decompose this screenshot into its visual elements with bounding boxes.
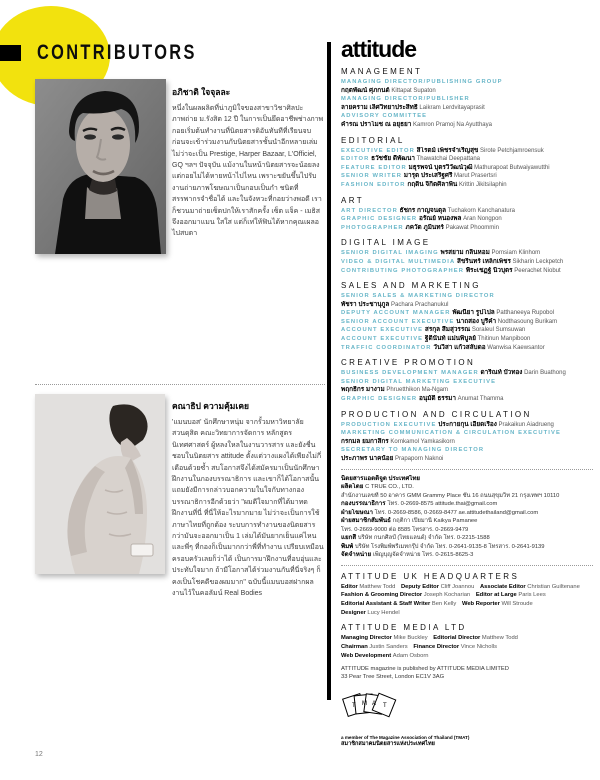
contact-line: [341, 475, 593, 484]
masthead-section: [341, 281, 593, 352]
contact-line: [341, 492, 593, 501]
masthead-entry-name: [341, 121, 593, 130]
person-name-thai: วันวิสา แก้วสลับดอ: [431, 343, 486, 351]
role-label: SENIOR ACCOUNT EXECUTIVE: [341, 318, 455, 325]
magazine-logo: attitude: [341, 36, 417, 62]
person-name-en: Thawatchai Deepattana: [414, 156, 481, 163]
masthead-entry: [341, 181, 593, 190]
person-name-thai: สรกุล สีมสุวรรณ: [423, 326, 471, 334]
person-name-en: Soraleul Sumsuwan: [470, 327, 526, 334]
uk-staff-role: Web Reporter: [461, 601, 502, 607]
person-name-thai: สิโรตม์ เพ็ชรจำเริญสุข: [414, 146, 479, 154]
publisher-note-line: 33 Pear Tree Street, London EC1V 3AG: [341, 674, 445, 681]
uk-staff-role: Editor at Large: [475, 592, 519, 599]
uk-staff-role: Deputy Editor: [400, 583, 441, 590]
masthead-entry: [341, 215, 593, 224]
tmat-caption-th: สมาชิกสมาคมนิตยสารแห่งประเทศไทย: [341, 740, 435, 747]
masthead-entry: [341, 95, 593, 104]
role-label: ART DIRECTOR: [341, 207, 398, 214]
person-name-en: Tuchakorn Kanchanatura: [446, 207, 515, 214]
masthead-section: [341, 136, 593, 190]
tmat-diamonds-icon: [341, 690, 401, 728]
section-title: EDITORIAL: [341, 135, 405, 145]
person-names: [341, 456, 443, 462]
masthead-entry: [341, 429, 593, 438]
section-title: PRODUCTION AND CIRCULATION: [341, 409, 532, 419]
contributor-name: อภิชาติ ใจจุลละ: [172, 87, 231, 97]
person-names: [451, 310, 555, 316]
media-staff-name: Mike Buckley: [393, 635, 430, 642]
masthead-entry: [341, 309, 593, 318]
role-label: FASHION EDITOR: [341, 181, 406, 188]
person-names: [417, 396, 503, 402]
tmat-caption-en: a member of The Magazine Association of Thailand (TMAT): [341, 734, 470, 740]
role-label: TRAFFIC COORDINATOR: [341, 344, 432, 351]
person-name-en: Nodthasoung Burikam: [496, 318, 558, 325]
person-name-en: Sirote Petchjamroensuk: [478, 147, 544, 154]
role-label: FEATURE EDITOR: [341, 164, 407, 171]
uk-staff-name: Cliff Joannou: [440, 583, 476, 590]
publisher-note-line: ATTITUDE magazine is published by ATTITUDE MEDIA LIMITED: [341, 665, 509, 672]
masthead-entry: [341, 318, 593, 327]
person-name-en: Prapaporn Naknoi: [393, 456, 444, 462]
svg-text:A: A: [372, 700, 377, 707]
person-names: [341, 105, 485, 111]
person-name-en: Prakaikun Aiadrueng: [496, 421, 554, 428]
uk-staff-name: Joseph Kocharian: [423, 592, 472, 599]
masthead-entry: [341, 267, 593, 276]
person-name-en: Mathurapoat Butwaiyawutthi: [472, 164, 550, 171]
person-name-thai: ฐิตินันท์ แม่นพิบูลย์: [423, 335, 476, 343]
role-label: SECRETARY TO MANAGING DIRECTOR: [341, 447, 485, 454]
role-label: MANAGING DIRECTOR/PUBLISHING GROUP: [341, 79, 503, 85]
black-bar-decoration: [0, 45, 21, 61]
contact-line: [341, 551, 593, 560]
person-name-en: Pornsiam Klinhom: [489, 250, 541, 257]
person-name-en: Thitinun Manpiboon: [475, 336, 531, 343]
person-name-en: Phruetthikon Ma-Ngam: [384, 387, 449, 394]
person-name-thai: พีระเชฏฐ์ นิวบุตร: [464, 266, 513, 274]
masthead-entry: [341, 292, 593, 301]
masthead-entry: [341, 344, 593, 353]
role-label: SENIOR DIGITAL IMAGING: [341, 250, 439, 257]
contact-line: [341, 517, 593, 526]
person-name-en: Marut Prasertsri: [452, 173, 497, 180]
person-names: [402, 173, 497, 179]
media-staff-role: Finance Director: [413, 644, 461, 651]
shirtless-man-illustration: [35, 394, 165, 574]
masthead-entry: [341, 395, 593, 404]
person-name-thai: ดาริณท์ บัวทอง: [478, 369, 523, 377]
contact-label: ฝ่ายโฆษณา: [341, 508, 375, 516]
person-name-en: Kamron Pramoj Na Ayutthaya: [411, 121, 492, 128]
person-name-thai: พฤกธิกร มางาม: [341, 386, 385, 394]
masthead-section: [341, 238, 593, 275]
uk-staff-name: Paris Lees: [518, 592, 546, 599]
role-label: ACCOUNT EXECUTIVE: [341, 327, 424, 334]
contributor-photo-2: [35, 394, 165, 574]
masthead-section: [341, 410, 593, 464]
contact-value: สำนักงานเลขที่ 50 อาคาร GMM Grammy Place ชั้น 16 ถนนสุขุมวิท 21 กรุงเทพฯ 10110: [341, 492, 560, 499]
masthead-entry: [341, 326, 593, 335]
person-name-thai: พัชรา ประชานุกูล: [341, 300, 390, 308]
contact-value: โทร. 0-2669-8575 attitude.thai@gmail.com: [387, 501, 498, 508]
section-title: MANAGEMENT: [341, 67, 423, 76]
masthead-entry: [341, 207, 593, 216]
person-names: [423, 327, 525, 333]
masthead-entry: [341, 378, 593, 387]
person-names: [398, 208, 515, 214]
media-staff-line: [341, 634, 593, 643]
person-names: [369, 156, 480, 162]
contact-value: โทร. 0-2669-8586, 0-2669-8477 ae.attitudethailand@gmail.com: [374, 509, 539, 516]
masthead-divider: [341, 469, 593, 470]
media-staff-name: Matthew Todd: [481, 635, 518, 642]
contact-value: บริษัท กนกศิลป์ (ไทยแลนด์) จำกัด โทร. 0-2215-1588: [357, 535, 490, 542]
contact-value: C TRUE CO., LTD.: [365, 484, 414, 491]
contact-block: [341, 475, 593, 560]
person-name-en: Laikram Lerdvitayaprasit: [417, 104, 485, 111]
role-label: PRODUCTION EXECUTIVE: [341, 421, 437, 428]
contact-value: เพ็ญบุญจัดจำหน่าย โทร. 0-2615-8625-3: [372, 552, 474, 559]
role-label: EXECUTIVE EDITOR: [341, 147, 415, 154]
person-name-thai: นาถสอง บูรีคำ: [454, 317, 497, 325]
contact-line: [341, 500, 593, 509]
masthead-entry-name: [341, 104, 593, 113]
uk-staff-line: [341, 600, 593, 609]
masthead-entry: [341, 155, 593, 164]
media-staff-name: Vince Nicholls: [460, 644, 497, 651]
masthead-section: [341, 196, 593, 233]
person-names: [341, 439, 455, 445]
person-names: [341, 302, 448, 308]
role-label: GRAPHIC DESIGNER: [341, 216, 418, 223]
role-label: SENIOR WRITER: [341, 173, 402, 180]
media-staff-role: Editorial Director: [433, 635, 482, 642]
person-names: [439, 250, 540, 256]
page-title: CONTRIBUTORS: [37, 41, 197, 64]
media-ltd-title: ATTITUDE MEDIA LTD: [341, 623, 467, 633]
contact-line: [341, 483, 593, 492]
masthead-entry: [341, 112, 593, 121]
person-name-thai: ประกายกุน เอียดเรือง: [436, 420, 497, 428]
person-name-en: Sikharin Leckpetch: [510, 258, 564, 265]
person-name-en: Pakawat Phoommin: [443, 224, 499, 231]
person-names: [415, 148, 544, 154]
media-staff-name: Adam Osborn: [392, 652, 429, 659]
person-name-en: Patthaneeya Rupobol: [494, 310, 555, 317]
contact-label: แยกสี: [341, 534, 358, 542]
media-staff-name: Justin Sanders: [369, 644, 410, 651]
contributor-bio-1: [172, 85, 325, 240]
masthead-entry: [341, 147, 593, 156]
person-names: [341, 387, 448, 393]
person-name-thai: ภควัต ภูมินทร์: [403, 223, 444, 231]
media-staff-line: [341, 643, 593, 652]
role-label: ACCOUNT EXECUTIVE: [341, 336, 424, 343]
svg-text:T: T: [383, 702, 387, 709]
contributor-bio-text: 'แมนบอส' นักศึกษาหนุ่ม จากรั้วมหาวิทยาลัยสวนดุสิต คณะวิทยาการจัดการ หลักสูตรนิเทศศาสตร์ ผู้หลงใหลในงานวารสาร และยังชื่นชอบในนิตยสาร attitude ตั้งแต่วางแผงได้เพียงไม่กี่เดือนด้วยซ้ำ สบโอกาสจึงได้สมัครมาเป็นนักศึกษาฝึกงานในกองบรรณาธิการ และเขาก็ได้โอกาสนั้น แถมยังมีการกล่าวบอกความในใจกับทางกองบรรณาธิการอีกด้วยว่า "ผมดีใจมากที่ได้มาทดฝึกงานที่นี่ ที่นี่ให้อะไรมากมาย ไม่ว่าจะเป็นการใช้ภาษาไทยที่ถูกต้อง ระบบการทำงานของนิตยสารกว่ามันจะออกมาเป็น 1 เล่มได้มันยากเย็นแค่ไหน และพี่ๆ ที่กองก็เป็นมากกว่าพี่ที่ทำงาน เปรียบเหมือนครอบครัวเลยก็ว่าได้ เป็นการมาฝึกงานที่อบอุ่นและประทับใจมาก ถ้ามีโอกาสได้ร่วมงานกันที่นี่จริงๆ ก็คงเป็นโชคดีของผมมาก" ฉบับนี้แมนบอสฝากผลงานไว้ในคอลัมน์ Real Bodies: [172, 419, 324, 598]
contact-line: [341, 526, 593, 535]
role-label: MARKETING COMMUNICATION & CIRCULATION EXECUTIVE: [341, 430, 561, 437]
contact-value: กฤติกา เปียมานี Kaikya Pamanee: [392, 518, 478, 525]
person-name-en: Darin Buathong: [522, 370, 566, 377]
person-name-thai: กฤติน จิกิตศิลาพิน: [405, 180, 458, 188]
svg-text:T: T: [352, 702, 356, 709]
masthead-sections: [341, 67, 593, 464]
uk-hq-block: [341, 583, 593, 618]
masthead-entry-name: [341, 455, 593, 464]
media-staff-role: Chairman: [341, 644, 370, 651]
person-name-en: Aran Nongpon: [461, 216, 502, 223]
masthead-column: [341, 38, 593, 748]
masthead-entry-name: [341, 87, 593, 96]
uk-staff-line: [341, 591, 593, 600]
person-names: [455, 259, 563, 265]
uk-staff-line: [341, 583, 593, 592]
person-names: [436, 422, 553, 428]
person-names: [341, 88, 436, 94]
person-name-en: Peerachet Niobut: [512, 267, 561, 274]
contributor-bio-2: [172, 399, 325, 600]
person-names: [341, 122, 492, 128]
person-name-thai: กรกมล ยมกาสิกร: [341, 437, 389, 445]
person-name-thai: ลายคราม เลิศวิทยาประสิทธิ์: [341, 103, 418, 111]
uk-hq-title: ATTITUDE UK HEADQUARTERS: [341, 571, 520, 581]
contact-label: กองบรรณาธิการ: [341, 500, 388, 508]
person-name-thai: ประภาพร นาคน้อย: [341, 455, 394, 462]
contact-value: โทร. 0-2669-9000 ต่อ 8585 โทรสาร. 0-2669-9479: [341, 526, 469, 533]
person-name-en: Anumat Thamma: [455, 396, 504, 403]
uk-staff-line: [341, 609, 593, 618]
masthead-entry: [341, 446, 593, 455]
person-name-thai: กฤตพัฒน์ ศุภกนต์: [341, 86, 390, 94]
contact-value: บริษัท โรงพิมพ์พรีเมทกรุ๊ป จำกัด โทร. 0-2641-9135-8 โทรสาร. 0-2641-9139: [354, 543, 545, 550]
person-name-thai: ธวัชชัย ดีพัฒนา: [369, 155, 415, 163]
masthead-entry: [341, 172, 593, 181]
person-name-thai: พรสยาม กลิ่นหอม: [438, 249, 490, 257]
role-label: VIDEO & DIGITAL MULTIMEDIA: [341, 258, 456, 265]
contact-label: ผลิตโดย: [341, 483, 366, 491]
person-name-en: Krittin Jikitsilaphin: [457, 181, 507, 188]
role-label: GRAPHIC DESIGNER: [341, 396, 418, 403]
page-number: 12: [35, 751, 43, 758]
role-label: SENIOR DIGITAL MARKETING EXECUTIVE: [341, 378, 497, 385]
uk-staff-role: Editorial Assistant & Staff Writer: [341, 601, 432, 607]
masthead-entry-name: [341, 438, 593, 447]
person-name-thai: มารุต ประเสริฐศรี: [402, 172, 453, 180]
section-title: CREATIVE PROMOTION: [341, 358, 476, 368]
person-name-en: Pachara Prachanukul: [389, 301, 449, 308]
person-names: [464, 268, 561, 274]
portrait-man-illustration: [35, 79, 166, 254]
masthead-entry-name: [341, 386, 593, 395]
person-names: [454, 319, 557, 325]
masthead-entry: [341, 164, 593, 173]
masthead-entry: [341, 335, 593, 344]
person-name-en: Wanwisa Kaewsantor: [485, 344, 545, 351]
masthead-entry: [341, 369, 593, 378]
section-title: SALES AND MARKETING: [341, 281, 481, 291]
person-name-thai: มธุรพจน์ บุตรวิวัฒน์วุฒิ: [406, 163, 473, 171]
media-staff-role: Managing Director: [341, 635, 394, 642]
contributor-name: คณาธิป ความคุ้มเคย: [172, 401, 249, 411]
contributor-photo-1: [35, 79, 166, 254]
uk-staff-name: Will Stroude: [501, 601, 533, 607]
person-names: [407, 165, 550, 171]
section-title: ART: [341, 195, 365, 205]
uk-staff-name: Ben Kelly: [431, 601, 458, 607]
role-label: BUSINESS DEVELOPMENT MANAGER: [341, 370, 479, 377]
contact-line: [341, 509, 593, 518]
uk-staff-name: Christian Guiltenane: [527, 583, 580, 590]
vertical-rule: [327, 42, 331, 700]
contact-label: นิตยสารแอตติจูด ประเทศไทย: [341, 474, 421, 482]
role-label: MANAGING DIRECTOR/PUBLISHER: [341, 96, 470, 103]
masthead-entry-name: [341, 301, 593, 310]
uk-staff-role: Fashion & Grooming Director: [341, 592, 424, 599]
contributor-bio-text: หนึ่งในผลผลิตที่น่าภูมิใจของสาขาวิชาศิลปะภาพถ่าย ม.รังสิต 12 ปี ในการเป็นยึดอาชีพช่างภาพ กอยเริ่มต้นทำงานที่นิตยสารดิอันทันทีที่เรียนจบ ก่อนจะเข้าร่วมงานกับนิตยสารชั้นนำอีกหลายเล่ม ไม่ว่าจะเป็น Prestige, Harper Bazaar, L'Officiel, GQ ฯลฯ ปัจจุบัน แม้งานในหน้านิตยสารจะน้อยลง แต่กอยไม่ได้หายหน้าไปไหน เพราะขยันขึ้นไปรับงานถ่ายภาพโฆษณาเป็นกอบเป็นกำ ชนิดที่สรรพากรจำชื่อได้ และในจังหวะที่กอยว่างพอดี เราก็ชวนมาถ่ายเซ็ตปกให้เราสักครั้ง เซ็ต แจ็ค - เมธิส จึงออกมาแมน ใสใส แต่ก็เท่ให้ฟินได้หากคุณเผลอไปสบตา: [172, 105, 324, 238]
role-label: PHOTOGRAPHER: [341, 224, 404, 231]
uk-staff-name: Lucy Hendel: [367, 609, 400, 616]
uk-staff-name: Matthew Todd: [359, 583, 397, 590]
uk-staff-role: Designer: [341, 609, 368, 616]
section-title: DIGITAL IMAGE: [341, 238, 431, 248]
person-names: [406, 182, 507, 188]
person-name-thai: พัฒนียา รูปโปล: [450, 309, 495, 317]
media-staff-line: [341, 652, 593, 661]
role-label: EDITOR: [341, 156, 370, 163]
contact-label: พิมพ์: [341, 542, 355, 550]
contact-line: [341, 534, 593, 543]
person-name-thai: คำรณ ปราโมช ณ อยุธยา: [341, 120, 412, 128]
contact-line: [341, 543, 593, 552]
media-ltd-block: [341, 634, 593, 660]
person-name-thai: ธัชกร กาญจนตุล: [397, 206, 447, 214]
masthead-entry: [341, 78, 593, 87]
publisher-note: [341, 665, 593, 682]
person-names: [404, 225, 499, 231]
media-staff-role: Web Development: [341, 652, 393, 659]
masthead-entry: [341, 421, 593, 430]
person-names: [432, 345, 545, 351]
person-names: [423, 336, 530, 342]
masthead-section: [341, 358, 593, 403]
person-name-thai: อรัณย์ หนองพล: [417, 215, 462, 223]
person-names: [417, 216, 502, 222]
contact-label: ฝ่ายสมาชิกสัมพันธ์: [341, 517, 393, 525]
person-name-thai: สิขรินทร์ เหล็กเพ็ชร: [455, 257, 511, 265]
role-label: ADVISORY COMMITTEE: [341, 113, 428, 120]
masthead-entry: [341, 249, 593, 258]
person-names: [479, 370, 566, 376]
contact-label: จัดจำหน่าย: [341, 551, 373, 559]
person-name-en: Kittapat Supaton: [389, 87, 436, 94]
masthead-section: [341, 67, 593, 130]
masthead-divider: [341, 565, 593, 566]
person-name-en: Kornkamol Yamkasikorn: [388, 438, 455, 445]
tmat-logo-block: [341, 690, 593, 748]
left-divider: [35, 384, 325, 385]
uk-staff-role: Editor: [341, 583, 360, 590]
uk-staff-role: Associate Editor: [479, 583, 528, 590]
masthead-entry: [341, 258, 593, 267]
role-label: DEPUTY ACCOUNT MANAGER: [341, 310, 451, 317]
svg-text:M: M: [362, 700, 367, 707]
role-label: SENIOR SALES & MARKETING DIRECTOR: [341, 293, 495, 300]
person-name-thai: อนุมัติ ธรรมา: [417, 395, 456, 403]
role-label: CONTRIBUTING PHOTOGRAPHER: [341, 267, 465, 274]
masthead-entry: [341, 224, 593, 233]
